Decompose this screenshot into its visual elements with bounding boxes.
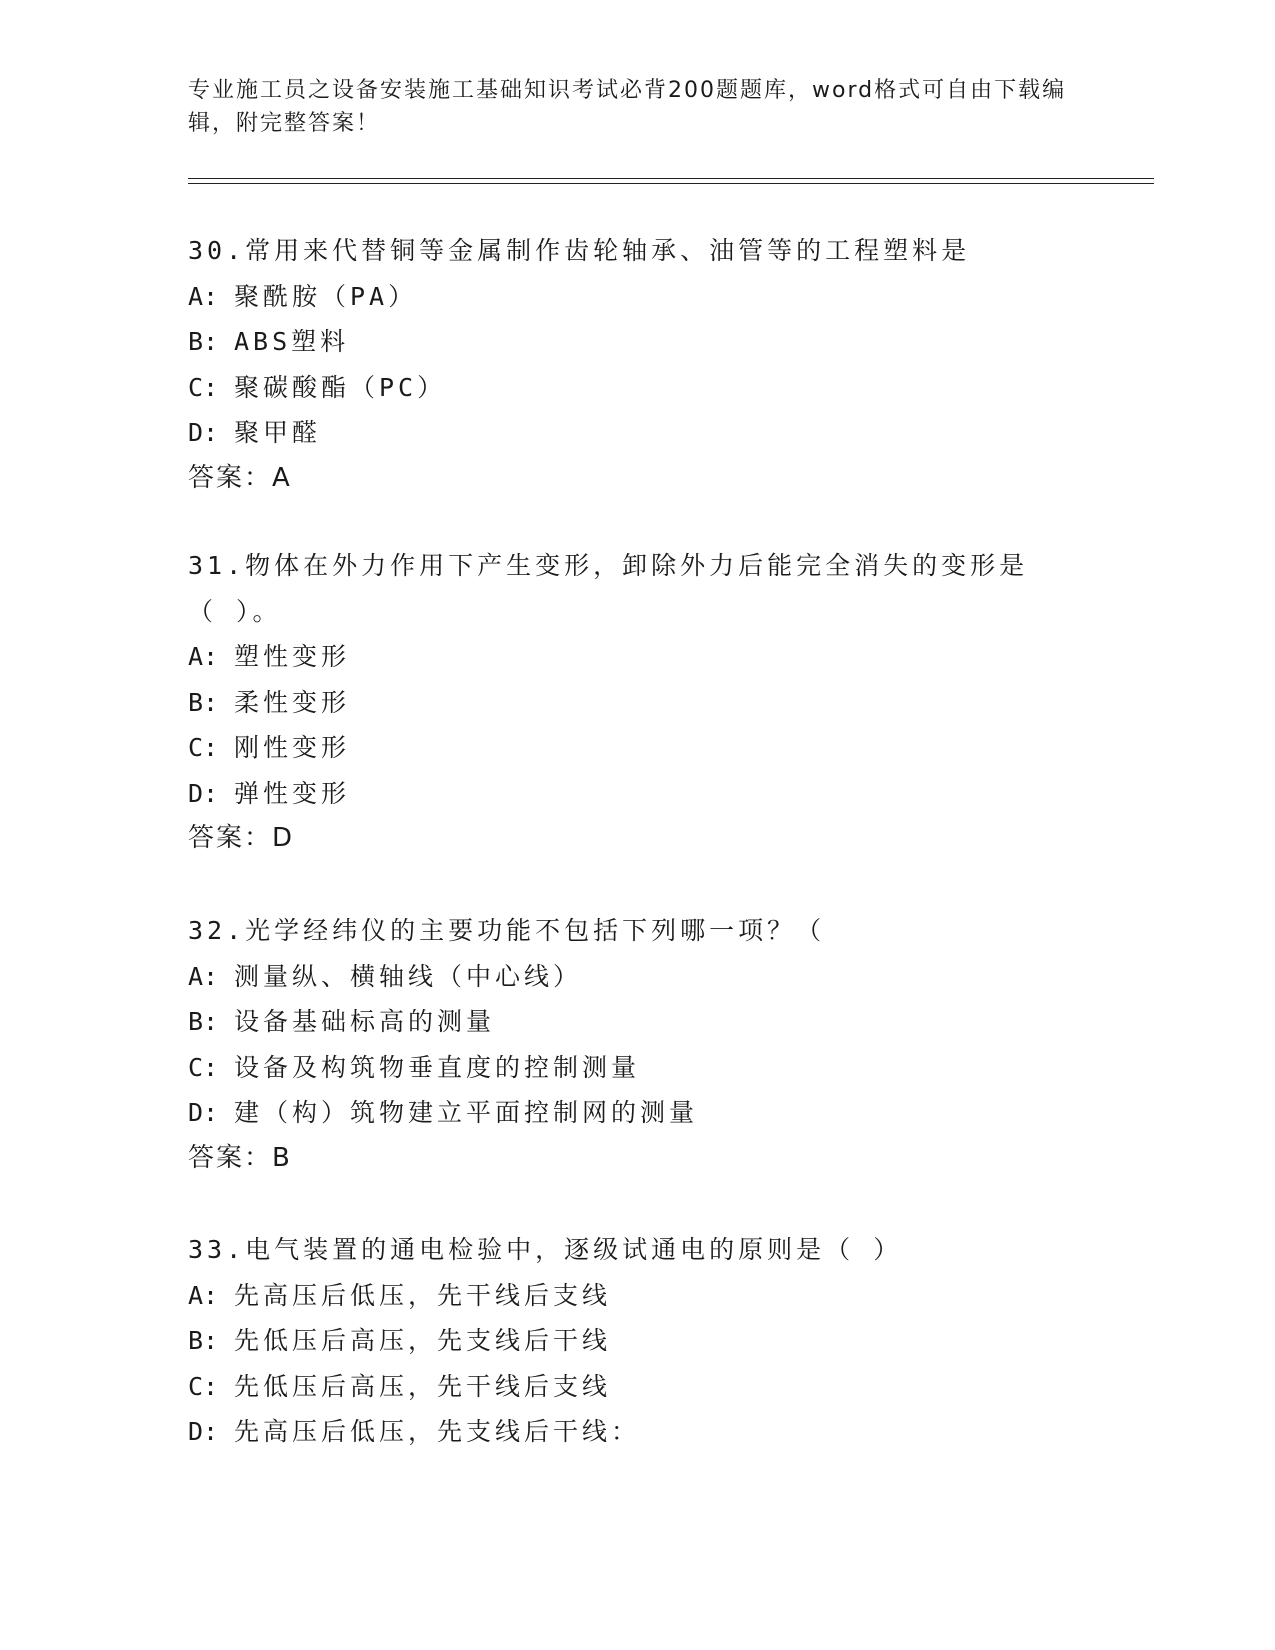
header-text: 专业施工员之设备安装施工基础知识考试必背200题题库，word格式可自由下载编辑，附完整答案！ <box>188 78 1067 136</box>
option-letter: A: <box>188 961 219 991</box>
option-c <box>188 1045 1088 1091</box>
question-30 <box>188 228 1088 501</box>
option-letter: C: <box>188 1371 219 1401</box>
option-a <box>188 274 1088 320</box>
option-d <box>188 1090 1088 1136</box>
question-title: 31.物体在外力作用下产生变形，卸除外力后能完全消失的变形是（ ）。 <box>188 551 1029 626</box>
option-c <box>188 1364 1088 1410</box>
option-text: 先高压后低压，先干线后支线 <box>234 1280 612 1310</box>
option-letter: D: <box>188 1098 219 1127</box>
option-text: 测量纵、横轴线（中心线） <box>234 961 583 991</box>
answer-label: 答案： <box>188 462 273 493</box>
option-letter: B: <box>188 327 219 356</box>
header-divider <box>188 178 1154 179</box>
option-letter: A: <box>188 1280 219 1310</box>
option-text: 弹性变形 <box>234 778 351 808</box>
option-b <box>188 999 1088 1045</box>
option-text: 设备及构筑物垂直度的控制测量 <box>234 1052 641 1082</box>
option-text: 先低压后高压，先支线后干线 <box>234 1326 612 1355</box>
answer-line <box>188 456 1088 502</box>
option-letter: D: <box>188 418 219 447</box>
option-text: 聚碳酸酯（PC） <box>234 372 447 402</box>
option-text: 聚甲醛 <box>234 418 322 447</box>
answer-line <box>188 816 1048 862</box>
option-text: 聚酰胺（PA） <box>234 281 418 311</box>
answer-line <box>188 1136 1088 1182</box>
option-text: 塑性变形 <box>234 642 351 671</box>
option-text: 先低压后高压，先干线后支线 <box>234 1371 612 1401</box>
question-31 <box>188 543 1048 862</box>
answer-value: A <box>272 462 291 493</box>
option-letter: B: <box>188 1326 219 1355</box>
option-text: 柔性变形 <box>234 687 351 717</box>
option-a <box>188 1273 1088 1319</box>
option-c <box>188 365 1088 411</box>
question-title: 30.常用来代替铜等金属制作齿轮轴承、油管等的工程塑料是 <box>188 236 971 265</box>
question-33 <box>188 1227 1088 1455</box>
option-text: 设备基础标高的测量 <box>234 1007 496 1036</box>
option-letter: A: <box>188 642 219 671</box>
document-header <box>188 74 1088 140</box>
option-b <box>188 1318 1088 1364</box>
option-c <box>188 725 1048 771</box>
option-letter: D: <box>188 778 219 808</box>
option-d <box>188 410 1088 456</box>
header-divider-double <box>188 183 1154 184</box>
option-text: 先高压后低压，先支线后干线： <box>234 1417 641 1446</box>
option-text: ABS塑料 <box>234 327 350 356</box>
option-letter: D: <box>188 1417 219 1446</box>
answer-label: 答案： <box>188 823 273 853</box>
option-text: 建（构）筑物建立平面控制网的测量 <box>234 1098 699 1127</box>
answer-label: 答案： <box>188 1142 273 1173</box>
option-letter: B: <box>188 1007 219 1036</box>
option-b <box>188 319 1088 365</box>
option-letter: B: <box>188 687 219 717</box>
option-letter: A: <box>188 281 219 311</box>
option-d <box>188 771 1048 817</box>
answer-value: D <box>272 823 294 853</box>
option-text: 刚性变形 <box>234 733 351 762</box>
option-letter: C: <box>188 372 219 402</box>
option-a <box>188 634 1048 680</box>
question-32 <box>188 908 1088 1181</box>
option-b <box>188 680 1048 726</box>
answer-value: B <box>272 1142 291 1173</box>
question-title: 32.光学经纬仪的主要功能不包括下列哪一项？（ <box>188 916 826 945</box>
question-title: 33.电气装置的通电检验中，逐级试通电的原则是（ ） <box>188 1235 903 1264</box>
option-letter: C: <box>188 733 219 762</box>
option-letter: C: <box>188 1052 219 1082</box>
option-a <box>188 954 1088 1000</box>
option-d <box>188 1409 1088 1455</box>
